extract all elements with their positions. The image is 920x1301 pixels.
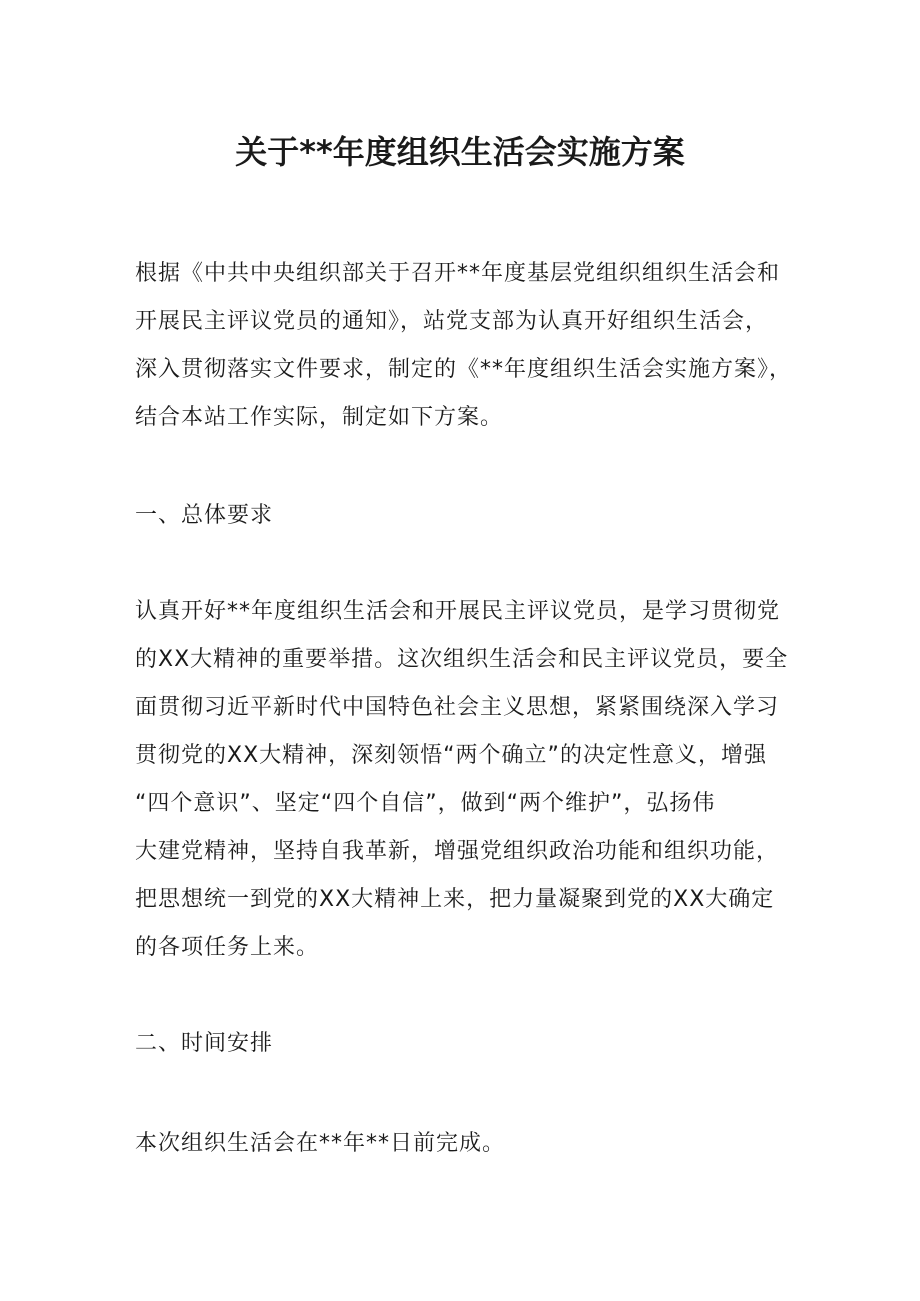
section-1-line-1: 认真开好**年度组织生活会和开展民主评议党员，是学习贯彻党 [135, 599, 781, 624]
section-1-line-3: 面贯彻习近平新时代中国特色社会主义思想，紧紧围绕深入学习 [135, 695, 780, 720]
intro-line-4: 结合本站工作实际，制定如下方案。 [135, 405, 504, 430]
section-2-line-1: 本次组织生活会在**年**日前完成。 [135, 1131, 506, 1156]
section-1-line-7: 把思想统一到党的XX大精神上来，把力量凝聚到党的XX大确定 [135, 887, 775, 912]
intro-line-3: 深入贯彻落实文件要求，制定的《**年度组织生活会实施方案》， [135, 357, 793, 382]
section-1-heading: 一、总体要求 [135, 503, 274, 528]
intro-line-1: 根据《中共中央组织部关于召开**年度基层党组织组织生活会和 [135, 261, 781, 286]
section-1-line-2: 的XX大精神的重要举措。这次组织生活会和民主评议党员，要全 [135, 647, 789, 672]
section-1-line-5: “四个意识”、坚定“四个自信”，做到“两个维护”，弘扬伟 [135, 791, 716, 816]
section-1-line-4: 贯彻党的XX大精神，深刻领悟“两个确立”的决定性意义，增强 [135, 743, 767, 768]
section-1-line-8: 的各项任务上来。 [135, 935, 320, 960]
section-2-heading: 二、时间安排 [135, 1031, 274, 1056]
document-title: 关于**年度组织生活会实施方案 [235, 133, 685, 171]
section-1-line-6: 大建党精神，坚持自我革新，增强党组织政治功能和组织功能， [135, 839, 780, 864]
intro-line-2: 开展民主评议党员的通知》，站党支部为认真开好组织生活会， [135, 309, 769, 334]
